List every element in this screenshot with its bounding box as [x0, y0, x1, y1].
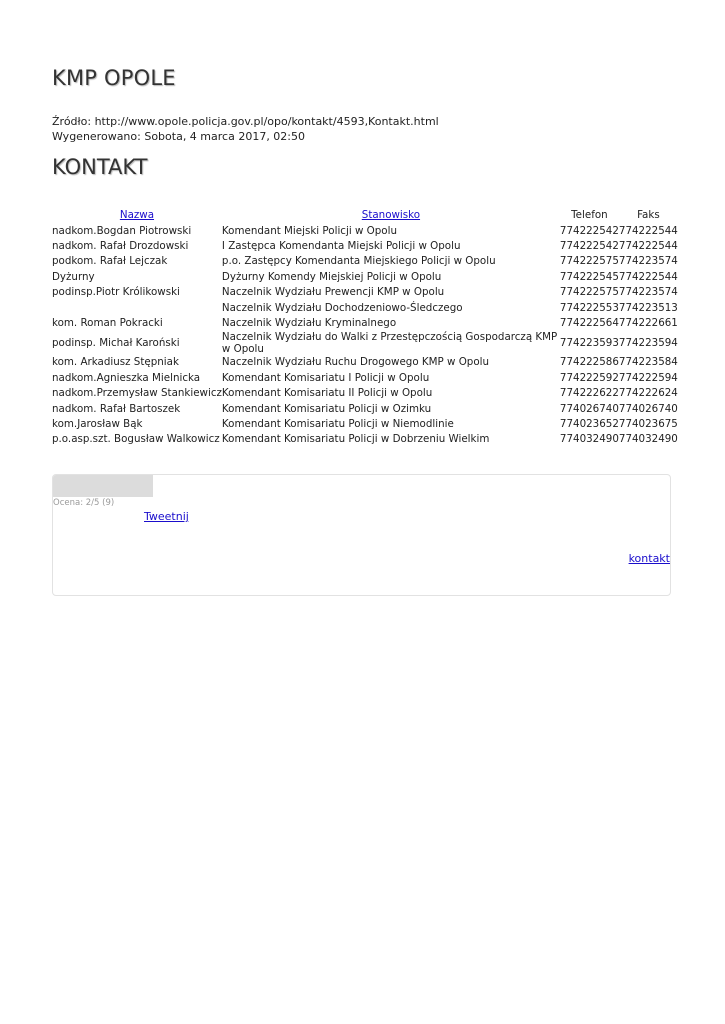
table-row	[52, 285, 678, 300]
contact-fax: 774223513	[618, 301, 678, 314]
contact-name	[52, 300, 222, 315]
contacts-table	[52, 207, 678, 447]
sort-by-position-link[interactable]: Stanowisko	[361, 209, 421, 221]
contact-phone: 774223593	[559, 336, 619, 349]
contact-fax: 774222544	[618, 224, 678, 237]
contact-name: kom.Jarosław Bąk	[52, 417, 143, 430]
contact-name: kom. Arkadiusz Stępniak	[52, 356, 179, 369]
contact-phone: 774222564	[559, 317, 619, 330]
contact-phone: 774222542	[559, 240, 619, 253]
contact-position: Naczelnik Wydziału do Walki z Przestępczością Gospodarczą KMP w Opolu	[221, 330, 558, 355]
contact-name: nadkom. Rafał Drozdowski	[52, 240, 189, 253]
tweet-link[interactable]: Tweetnij	[144, 510, 189, 523]
header-fax: Faks	[637, 209, 660, 221]
contacts-body	[52, 223, 678, 447]
table-row	[52, 331, 678, 355]
contact-position: Komendant Komisariatu Policji w Ozimku	[221, 402, 432, 415]
rating-stars-bar[interactable]	[53, 475, 153, 497]
table-row	[52, 269, 678, 284]
table-row	[52, 254, 678, 269]
contact-phone: 774222586	[559, 356, 619, 369]
contact-phone: 774026740	[559, 402, 619, 415]
contact-fax: 774223574	[618, 286, 678, 299]
table-row	[52, 223, 678, 238]
table-row	[52, 355, 678, 370]
contact-position: Komendant Komisariatu I Policji w Opolu	[221, 371, 430, 384]
table-row	[52, 401, 678, 416]
contact-position: Naczelnik Wydziału Prewencji KMP w Opolu	[221, 286, 445, 299]
contact-position: p.o. Zastępcy Komendanta Miejskiego Policji w Opolu	[221, 255, 496, 268]
contact-position: Komendant Komisariatu II Policji w Opolu	[221, 387, 433, 400]
contact-position: Dyżurny Komendy Miejskiej Policji w Opolu	[221, 270, 442, 283]
header-name	[52, 207, 222, 223]
contact-phone: 774222575	[559, 255, 619, 268]
contact-name: podkom. Rafał Lejczak	[52, 255, 168, 268]
contact-phone: 774222592	[559, 371, 619, 384]
contact-position: Komendant Miejski Policji w Opolu	[221, 224, 397, 237]
contact-fax: 774223594	[618, 336, 678, 349]
contact-phone: 774222542	[559, 224, 619, 237]
contact-phone: 774222545	[559, 270, 619, 283]
contact-name: nadkom.Przemysław Stankiewicz	[52, 387, 222, 400]
contact-position: Naczelnik Wydziału Kryminalnego	[221, 317, 397, 330]
contact-phone: 774222622	[559, 387, 619, 400]
contact-fax: 774223584	[618, 356, 678, 369]
contact-name: podinsp. Michał Karoński	[52, 336, 180, 349]
contact-position: Komendant Komisariatu Policji w Niemodlinie	[221, 417, 454, 430]
header-phone: Telefon	[571, 209, 608, 221]
contact-position: Komendant Komisariatu Policji w Dobrzeniu Wielkim	[221, 433, 490, 446]
header-position	[222, 207, 560, 223]
contact-position: Naczelnik Wydziału Dochodzeniowo-Śledczego	[221, 301, 463, 314]
contact-name: p.o.asp.szt. Bogusław Walkowicz	[52, 433, 220, 446]
generated-line: Wygenerowano: Sobota, 4 marca 2017, 02:50	[52, 130, 306, 143]
contact-fax: 774026740	[618, 402, 678, 415]
rating-text: Ocena: 2/5 (9)	[53, 498, 115, 508]
contact-fax: 774222544	[618, 270, 678, 283]
table-row	[52, 300, 678, 315]
table-row	[52, 386, 678, 401]
contact-phone: 774032490	[559, 433, 619, 446]
table-row	[52, 238, 678, 253]
table-row	[52, 432, 678, 447]
sort-by-name-link[interactable]: Nazwa	[119, 209, 155, 221]
table-row	[52, 370, 678, 385]
contact-fax: 774222661	[618, 317, 678, 330]
contact-link[interactable]: kontakt	[628, 552, 670, 565]
contact-phone: 774222575	[559, 286, 619, 299]
contact-phone: 774222553	[559, 301, 619, 314]
contact-name: Dyżurny	[52, 270, 95, 283]
contact-fax: 774023675	[618, 417, 678, 430]
contact-name: nadkom.Bogdan Piotrowski	[52, 224, 192, 237]
contact-name: nadkom.Agnieszka Mielnicka	[52, 371, 201, 384]
contact-fax: 774223574	[618, 255, 678, 268]
contact-fax: 774222544	[618, 240, 678, 253]
contact-name: podinsp.Piotr Królikowski	[52, 286, 180, 299]
page-title: KMP OPOLE	[52, 66, 176, 90]
contact-position: Naczelnik Wydziału Ruchu Drogowego KMP w Opolu	[221, 356, 490, 369]
source-line: Źródło: http://www.opole.policja.gov.pl/opo/kontakt/4593,Kontakt.html	[52, 115, 439, 128]
contact-fax: 774032490	[618, 433, 678, 446]
contact-name: kom. Roman Pokracki	[52, 317, 163, 330]
social-widget	[52, 474, 671, 596]
table-row	[52, 416, 678, 431]
document-meta	[52, 114, 439, 144]
section-title: KONTAKT	[52, 155, 148, 179]
contact-position: I Zastępca Komendanta Miejski Policji w Opolu	[221, 240, 461, 253]
table-header-row	[52, 207, 678, 223]
contact-fax: 774222594	[618, 371, 678, 384]
contact-name: nadkom. Rafał Bartoszek	[52, 402, 181, 415]
contact-phone: 774023652	[559, 417, 619, 430]
table-row	[52, 315, 678, 330]
contact-fax: 774222624	[618, 387, 678, 400]
